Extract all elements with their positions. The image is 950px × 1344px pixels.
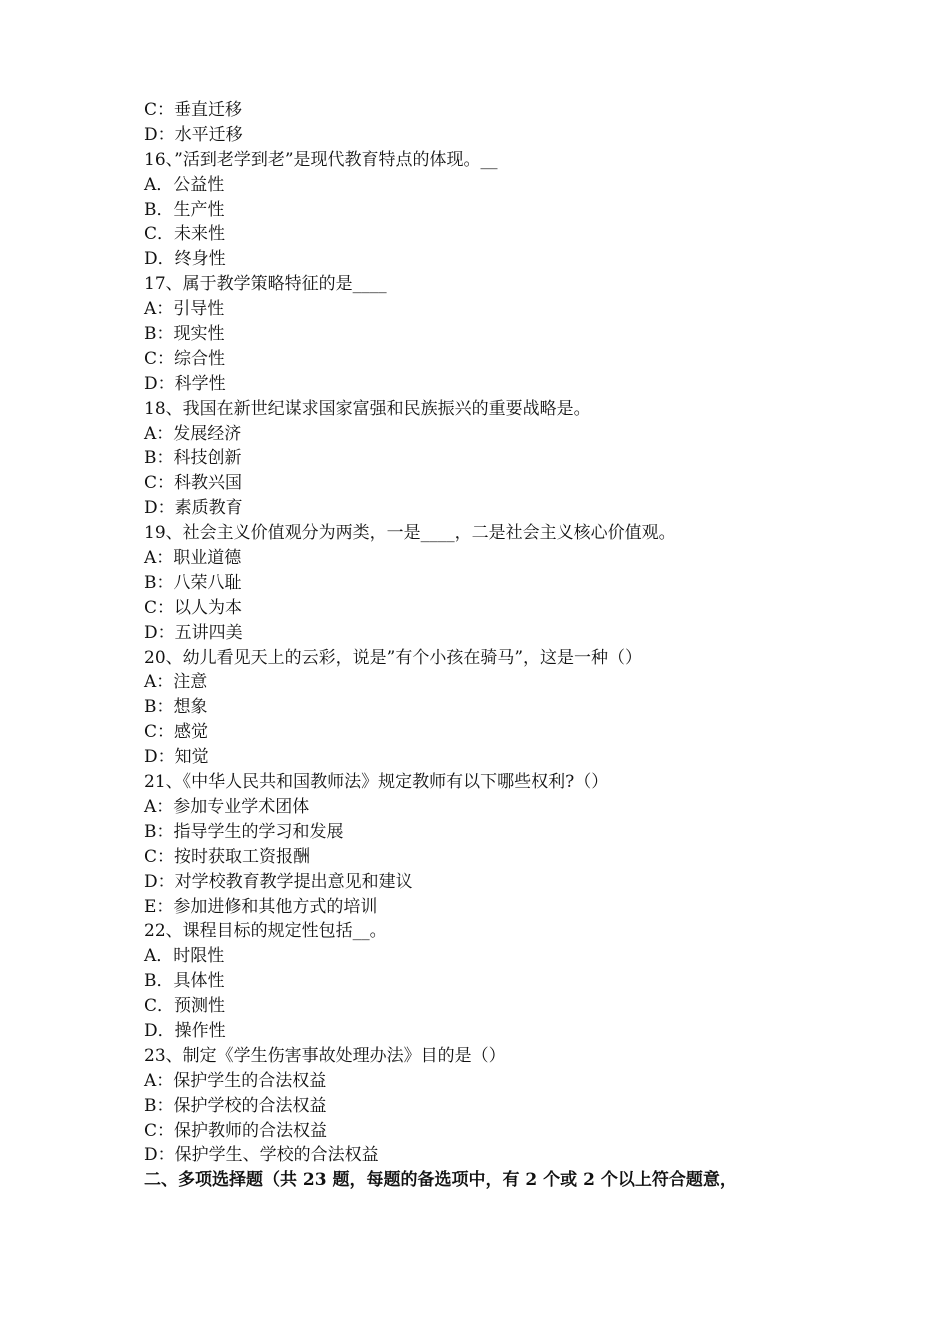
option-line: A：参加专业学术团体 — [144, 796, 310, 817]
option-line: B：想象 — [144, 697, 208, 718]
option-line: D：五讲四美 — [144, 622, 243, 643]
option-line: D：水平迁移 — [144, 124, 243, 145]
option-line: D：科学性 — [144, 373, 226, 394]
option-line: D：保护学生、学校的合法权益 — [144, 1145, 379, 1166]
option-line: D：素质教育 — [144, 498, 243, 519]
option-line: C．预测性 — [144, 996, 226, 1017]
question-line: 22、课程目标的规定性包括__。 — [144, 921, 387, 942]
option-line: B：八荣八耻 — [144, 572, 242, 593]
option-line: C：垂直迁移 — [144, 100, 243, 120]
question-line: 20、幼儿看见天上的云彩，说是”有个小孩在骑马”，这是一种（） — [144, 647, 643, 668]
option-line: A：职业道德 — [144, 548, 242, 569]
option-line: B：科技创新 — [144, 448, 242, 469]
option-line: A：保护学生的合法权益 — [144, 1070, 327, 1091]
option-line: B．具体性 — [144, 971, 225, 992]
option-line: C：保护教师的合法权益 — [144, 1120, 328, 1141]
option-line: A．时限性 — [144, 946, 225, 967]
document-page — [144, 98, 844, 1193]
option-line: A：引导性 — [144, 299, 225, 320]
option-line: B：保护学校的合法权益 — [144, 1095, 327, 1116]
option-line: D．终身性 — [144, 249, 226, 270]
question-line: 23、制定《学生伤害事故处理办法》目的是（） — [144, 1045, 506, 1066]
option-line: D．操作性 — [144, 1020, 226, 1041]
option-line: D：对学校教育教学提出意见和建议 — [144, 871, 413, 892]
option-line: C．未来性 — [144, 224, 226, 245]
option-line: C：按时获取工资报酬 — [144, 846, 311, 867]
question-line: 18、我国在新世纪谋求国家富强和民族振兴的重要战略是。 — [144, 398, 591, 419]
option-line: C：感觉 — [144, 722, 209, 743]
option-line: D：知觉 — [144, 747, 209, 768]
question-line: 19、社会主义价值观分为两类，一是____，二是社会主义核心价值观。 — [144, 523, 676, 544]
question-line: 17、属于教学策略特征的是____ — [144, 274, 387, 295]
option-line: B：指导学生的学习和发展 — [144, 821, 344, 842]
option-line: A．公益性 — [144, 174, 225, 195]
section-heading: 二、多项选择题（共 23 题，每题的备选项中，有 2 个或 2 个以上符合题意， — [144, 1170, 737, 1191]
option-line: E：参加进修和其他方式的培训 — [144, 896, 378, 917]
option-line: A：发展经济 — [144, 423, 242, 444]
option-line: C：以人为本 — [144, 597, 243, 618]
option-line: A：注意 — [144, 672, 208, 693]
option-line: B：现实性 — [144, 324, 225, 345]
option-line: C：科教兴国 — [144, 473, 243, 494]
question-line: 21、《中华人民共和国教师法》规定教师有以下哪些权利?（） — [144, 772, 609, 793]
option-line: B．生产性 — [144, 199, 225, 220]
question-line: 16、”活到老学到老”是现代教育特点的体现。__ — [144, 149, 498, 170]
option-line: C：综合性 — [144, 348, 226, 369]
